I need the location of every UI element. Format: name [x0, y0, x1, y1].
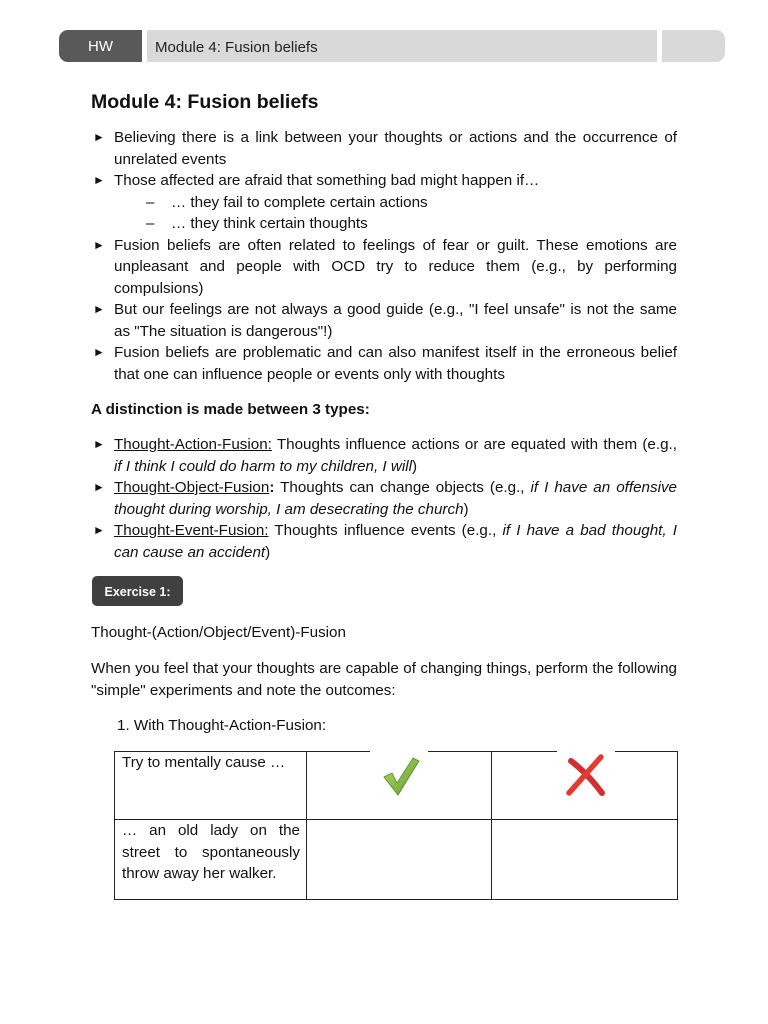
table-row	[115, 820, 678, 900]
sub-list-item: – … they think certain thoughts	[114, 213, 677, 235]
list-item: ► Believing there is a link between your thoughts or actions and the occurrence of unrelated events	[93, 129, 677, 168]
table-row-label: … an old lady on the street to spontaneously throw away her walker.	[115, 820, 307, 900]
step-1-label: 1. With Thought-Action-Fusion:	[117, 717, 327, 734]
dash-icon: –	[146, 215, 155, 232]
list-item: ► But our feelings are not always a good guide (e.g., "I feel unsafe" is not the same as "The situation is dangerous"!)	[93, 301, 677, 340]
check-icon-graphic	[370, 747, 428, 805]
bullet-arrow-icon: ►	[93, 523, 105, 537]
sub-list	[114, 192, 677, 235]
distinction-heading: A distinction is made between 3 types:	[91, 401, 370, 418]
header-divider-right	[657, 30, 662, 62]
exercise-title: Thought-(Action/Object/Event)-Fusion	[91, 624, 346, 641]
exercise-label: Exercise 1:	[92, 576, 183, 606]
page-title: Module 4: Fusion beliefs	[91, 91, 319, 113]
cross-icon-graphic	[557, 747, 615, 805]
type-item: ► Thought-Object-Fusion: Thoughts can change objects (e.g., if I have an offensive thought during worship, I am desecrating the church)	[93, 479, 677, 518]
header-divider	[142, 30, 147, 62]
type-item: ► Thought-Action-Fusion: Thoughts influence actions or are equated with them (e.g., if I think I could do harm to my children, I will)	[93, 436, 677, 475]
list-item: ► Fusion beliefs are often related to feelings of fear or guilt. These emotions are unpleasant and people with OCD try to reduce them (e.g., by performing compulsions)	[93, 236, 677, 297]
table-header-cell: Try to mentally cause …	[115, 752, 307, 820]
bullet-arrow-icon: ►	[93, 173, 105, 187]
page-header	[59, 30, 725, 62]
list-item: ► Fusion beliefs are problematic and can also manifest itself in the erroneous belief that one can influence people or events only with thoughts	[93, 344, 677, 383]
bullet-arrow-icon: ►	[93, 130, 105, 144]
cross-icon	[557, 747, 615, 801]
sub-list-item: – … they fail to complete certain actions	[114, 192, 677, 214]
dash-icon: –	[146, 193, 155, 211]
types-list	[91, 434, 677, 563]
bullet-arrow-icon: ►	[93, 302, 105, 316]
bullet-arrow-icon: ►	[93, 237, 105, 252]
header-tag: HW	[59, 30, 142, 62]
failure-input-cell[interactable]	[492, 820, 678, 900]
list-item: ► Those affected are afraid that something bad might happen if… – … they fail to complete certain actions – … they think certain thoughts	[91, 170, 677, 235]
header-title: Module 4: Fusion beliefs	[155, 39, 318, 56]
bullet-arrow-icon: ►	[93, 480, 105, 494]
exercise-intro: When you feel that your thoughts are capable of changing things, perform the following "simple" experiments and note the outcomes:	[91, 660, 677, 699]
bullet-arrow-icon: ►	[93, 345, 105, 359]
success-input-cell[interactable]	[307, 820, 492, 900]
fusion-bullet-list	[91, 127, 677, 385]
type-item: ► Thought-Event-Fusion: Thoughts influence events (e.g., if I have a bad thought, I can cause an accident)	[93, 522, 677, 561]
bullet-arrow-icon: ►	[93, 437, 105, 451]
check-icon	[370, 747, 428, 801]
